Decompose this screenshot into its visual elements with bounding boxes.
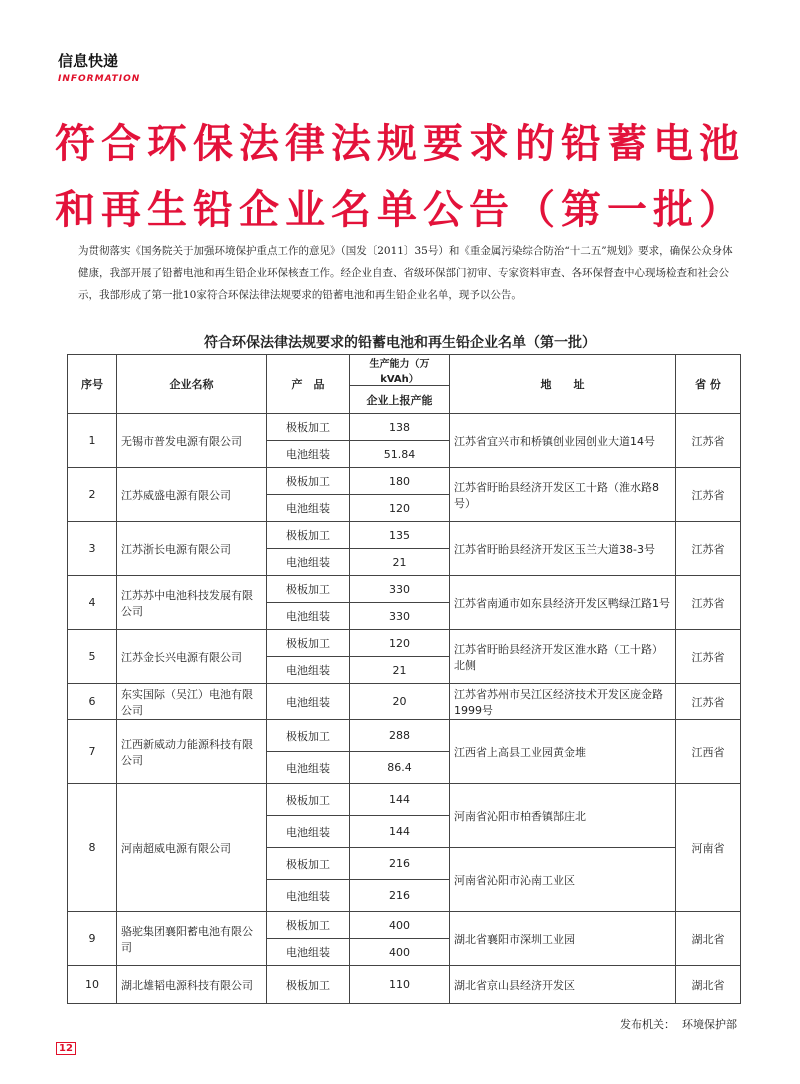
product: 电池组装	[267, 880, 350, 912]
product: 极板加工	[267, 966, 350, 1004]
product: 极板加工	[267, 576, 350, 603]
address: 江苏省盱眙县经济开发区工十路（淮水路8号）	[450, 468, 676, 522]
company-name: 江苏金长兴电源有限公司	[117, 630, 267, 684]
product: 极板加工	[267, 630, 350, 657]
address: 江西省上高县工业园黄金堆	[450, 720, 676, 784]
row-number: 9	[68, 912, 117, 966]
row-number: 3	[68, 522, 117, 576]
row-number: 7	[68, 720, 117, 784]
capacity: 180	[350, 468, 450, 495]
company-name: 江苏苏中电池科技发展有限公司	[117, 576, 267, 630]
table-title: 符合环保法律法规要求的铅蓄电池和再生铅企业名单（第一批）	[204, 335, 596, 351]
province: 江苏省	[676, 684, 741, 720]
title-line-1: 符合环保法律法规要求的铅蓄电池	[55, 120, 745, 167]
province: 湖北省	[676, 912, 741, 966]
company-name: 江苏浙长电源有限公司	[117, 522, 267, 576]
capacity: 400	[350, 912, 450, 939]
capacity: 120	[350, 495, 450, 522]
table-row	[68, 784, 741, 816]
table-row	[68, 414, 741, 441]
company-name: 江西新威动力能源科技有限公司	[117, 720, 267, 784]
address: 江苏省盱眙县经济开发区淮水路（工十路）北侧	[450, 630, 676, 684]
product: 极板加工	[267, 414, 350, 441]
publisher-label: 发布机关：	[620, 1018, 675, 1031]
table-row	[68, 684, 741, 720]
table-row	[68, 912, 741, 939]
province: 河南省	[676, 784, 741, 912]
capacity: 330	[350, 603, 450, 630]
capacity: 144	[350, 816, 450, 848]
header-product: 产 品	[267, 355, 350, 414]
capacity: 120	[350, 630, 450, 657]
province: 江西省	[676, 720, 741, 784]
title-line-2: 和再生铅企业名单公告（第一批）	[55, 186, 745, 233]
capacity: 51.84	[350, 441, 450, 468]
capacity: 110	[350, 966, 450, 1004]
section-label-en: INFORMATION	[58, 74, 141, 84]
address: 湖北省京山县经济开发区	[450, 966, 676, 1004]
row-number: 1	[68, 414, 117, 468]
address: 江苏省盱眙县经济开发区玉兰大道38-3号	[450, 522, 676, 576]
product: 电池组装	[267, 752, 350, 784]
address: 河南省沁阳市沁南工业区	[450, 848, 676, 912]
row-number: 10	[68, 966, 117, 1004]
product: 电池组装	[267, 495, 350, 522]
row-number: 8	[68, 784, 117, 912]
table-row	[68, 720, 741, 752]
capacity: 330	[350, 576, 450, 603]
province: 江苏省	[676, 630, 741, 684]
table-row	[68, 630, 741, 657]
province: 江苏省	[676, 468, 741, 522]
product: 电池组装	[267, 549, 350, 576]
section-label: 信息快递	[58, 52, 119, 70]
product: 电池组装	[267, 441, 350, 468]
header-capacity: 生产能力（万kVAh）	[350, 355, 450, 386]
header-reported: 企业上报产能	[350, 386, 450, 414]
product: 极板加工	[267, 912, 350, 939]
product: 电池组装	[267, 816, 350, 848]
header-address: 地 址	[450, 355, 676, 414]
table-row	[68, 522, 741, 549]
capacity: 135	[350, 522, 450, 549]
table-row	[68, 576, 741, 603]
company-table	[67, 354, 741, 1004]
capacity: 21	[350, 549, 450, 576]
capacity: 21	[350, 657, 450, 684]
product: 极板加工	[267, 848, 350, 880]
company-name: 东实国际（吴江）电池有限公司	[117, 684, 267, 720]
product: 电池组装	[267, 603, 350, 630]
company-name: 无锡市普发电源有限公司	[117, 414, 267, 468]
row-number: 5	[68, 630, 117, 684]
capacity: 288	[350, 720, 450, 752]
address: 江苏省苏州市吴江区经济技术开发区庞金路1999号	[450, 684, 676, 720]
row-number: 4	[68, 576, 117, 630]
address: 江苏省宜兴市和桥镇创业园创业大道14号	[450, 414, 676, 468]
company-name: 河南超威电源有限公司	[117, 784, 267, 912]
product: 极板加工	[267, 468, 350, 495]
row-number: 6	[68, 684, 117, 720]
row-number: 2	[68, 468, 117, 522]
capacity: 144	[350, 784, 450, 816]
province: 江苏省	[676, 414, 741, 468]
header-name: 企业名称	[117, 355, 267, 414]
header-province: 省 份	[676, 355, 741, 414]
product: 电池组装	[267, 657, 350, 684]
company-name: 湖北雄韬电源科技有限公司	[117, 966, 267, 1004]
province: 江苏省	[676, 576, 741, 630]
address: 江苏省南通市如东县经济开发区鸭绿江路1号	[450, 576, 676, 630]
capacity: 216	[350, 848, 450, 880]
capacity: 20	[350, 684, 450, 720]
capacity: 86.4	[350, 752, 450, 784]
product: 电池组装	[267, 939, 350, 966]
publisher-org: 环境保护部	[682, 1018, 737, 1031]
table-row	[68, 468, 741, 495]
capacity: 216	[350, 880, 450, 912]
address: 湖北省襄阳市深圳工业园	[450, 912, 676, 966]
product: 极板加工	[267, 720, 350, 752]
address: 河南省沁阳市柏香镇郜庄北	[450, 784, 676, 848]
publisher	[620, 1016, 737, 1032]
product: 极板加工	[267, 784, 350, 816]
company-name: 江苏威盛电源有限公司	[117, 468, 267, 522]
capacity: 138	[350, 414, 450, 441]
capacity: 400	[350, 939, 450, 966]
product: 电池组装	[267, 684, 350, 720]
province: 湖北省	[676, 966, 741, 1004]
product: 极板加工	[267, 522, 350, 549]
header-no: 序号	[68, 355, 117, 414]
table-row	[68, 966, 741, 1004]
company-name: 骆驼集团襄阳蓄电池有限公司	[117, 912, 267, 966]
province: 江苏省	[676, 522, 741, 576]
intro-paragraph: 为贯彻落实《国务院关于加强环境保护重点工作的意见》（国发〔2011〕35号）和《重金属污染综合防治“十二五”规划》要求，确保公众身体健康，我部开展了铅蓄电池和再生铅企业环保核查工作。经企业自查、省级环保部门初审、专家资料审查、各环保督查中心现场检查和社会公示，我部形成了第一批10家符合环保法律法规要求的铅蓄电池和再生铅企业名单，现予以公告。	[78, 245, 733, 301]
page-number: 12	[56, 1042, 76, 1055]
